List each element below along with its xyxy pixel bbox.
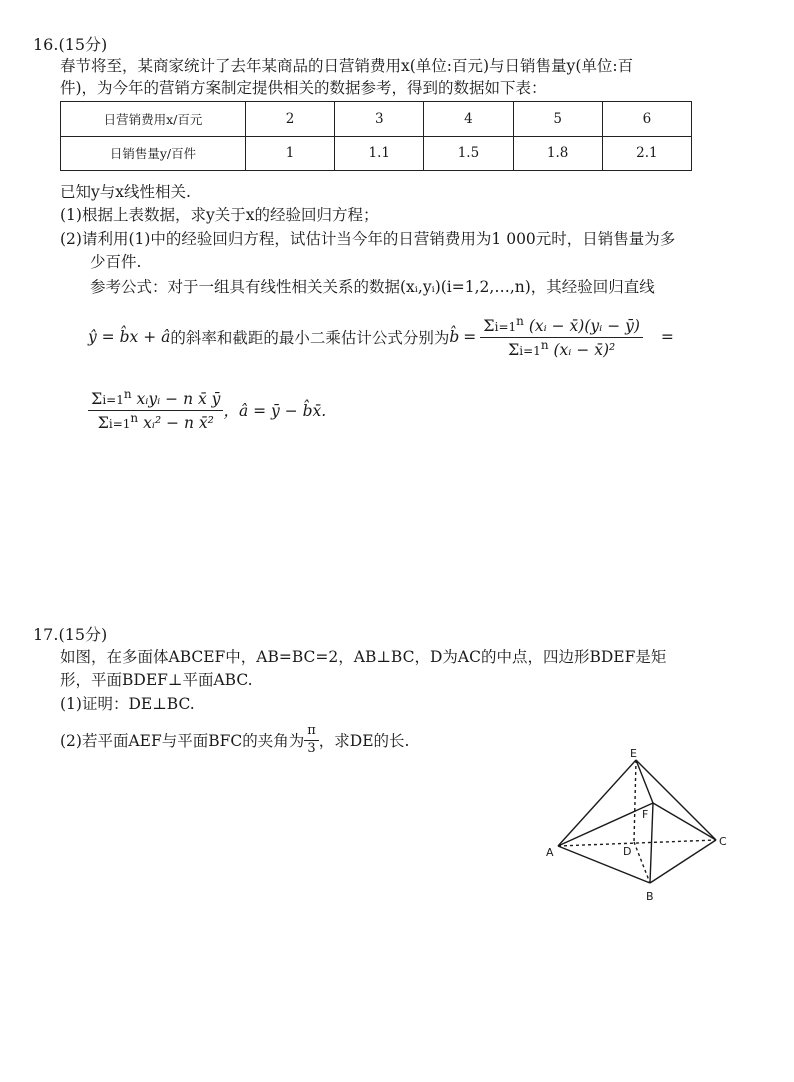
table-cell: 1.1 xyxy=(335,136,424,171)
vertex-C: C xyxy=(719,835,727,848)
equals-sign: = xyxy=(660,328,674,346)
b-hat: b̂ xyxy=(449,328,460,346)
frac2-denominator: xᵢ² − n x̄² xyxy=(143,413,214,432)
edge-ED-hidden xyxy=(634,760,636,842)
equals-sign: = xyxy=(463,328,477,346)
q16-known: 已知y与x线性相关. xyxy=(60,183,191,201)
table-cell: 4 xyxy=(424,102,513,137)
sigma-symbol: Σ xyxy=(91,389,103,409)
edge-AB xyxy=(558,846,650,883)
q17-part2-text-b: ，求DE的长. xyxy=(318,732,410,750)
table-cell: 1.5 xyxy=(424,136,513,171)
polyhedron-figure xyxy=(540,748,740,908)
regression-line-eq: ŷ = b̂x + â xyxy=(88,328,171,346)
q16-part2-line1: (2)请利用(1)中的经验回归方程，试估计当今年的日营销费用为1 000元时，日销售量为多 xyxy=(60,230,676,248)
edge-EC xyxy=(636,760,716,840)
q16-intro-line2: 件)，为今年的营销方案制定提供相关的数据参考，得到的数据如下表： xyxy=(60,79,547,97)
table-cell: 2 xyxy=(246,102,335,137)
q16-number: 16.(15分) xyxy=(33,35,108,54)
table-row xyxy=(61,136,692,171)
intercept-formula: ，â = ȳ − b̂x̄. xyxy=(223,402,327,420)
q16-formula-c xyxy=(88,375,326,445)
q16-data-table xyxy=(60,101,692,171)
table-cell: 5 xyxy=(513,102,602,137)
slope-fraction-2: $\frac{\Sigma i=1^n xᵢyᵢ - n x̄ ȳ}{\Sigma i=1^n xᵢ^2 - n x̄^2}$ xyxy=(88,387,223,433)
table-row2-label: 日销售量y/百件 xyxy=(61,136,246,171)
edge-EF xyxy=(636,760,653,803)
table-row1-label: 日营销费用x/百元 xyxy=(61,102,246,137)
vertex-B: B xyxy=(646,890,654,903)
vertex-E: E xyxy=(630,748,637,760)
vertex-A: A xyxy=(546,846,554,859)
q17-line1: 如图，在多面体ABCEF中，AB=BC=2，AB⊥BC，D为AC的中点，四边形BDEF是矩 xyxy=(60,648,667,666)
table-cell: 1 xyxy=(246,136,335,171)
angle-fraction: $\frac{\pi}{3}$ xyxy=(304,723,319,757)
vertex-F: F xyxy=(642,808,649,821)
frac1-numerator: (xᵢ − x̄)(yᵢ − ȳ) xyxy=(528,317,640,336)
q16-ref-line1: 参考公式：对于一组具有线性相关关系的数据(xᵢ,yᵢ)(i=1,2,…,n)，其经验回归直线 xyxy=(90,278,655,296)
frac1-denominator: (xᵢ − x̄)² xyxy=(553,340,616,359)
edge-AC-hidden xyxy=(558,840,716,846)
formula-text: 的斜率和截距的最小二乘估计公式分别为 xyxy=(170,329,450,347)
edge-EA xyxy=(558,760,636,846)
edge-BC xyxy=(650,840,716,883)
slope-fraction-1: $\frac{\Sigma i=1^n (xᵢ - x̄)(yᵢ - ȳ)}{\Sigma i=1^n (xᵢ - x̄)^2}$ xyxy=(480,314,643,360)
q16-formula-b xyxy=(88,302,674,372)
q17-number: 17.(15分) xyxy=(33,625,108,644)
q16-part1: (1)根据上表数据，求y关于x的经验回归方程； xyxy=(60,206,379,224)
q16-intro-line1: 春节将至，某商家统计了去年某商品的日营销费用x(单位:百元)与日销售量y(单位:百 xyxy=(60,57,634,75)
vertex-D: D xyxy=(623,845,632,858)
sigma-symbol: Σ xyxy=(97,412,109,432)
table-cell: 3 xyxy=(335,102,424,137)
table-cell: 6 xyxy=(602,102,691,137)
sigma-symbol: Σ xyxy=(507,339,520,359)
q17-line2: 形，平面BDEF⊥平面ABC. xyxy=(60,671,253,689)
edge-AF xyxy=(558,803,653,846)
table-cell: 1.8 xyxy=(513,136,602,171)
q17-part2-text-a: (2)若平面AEF与平面BFC的夹角为 xyxy=(60,732,305,750)
sigma-symbol: Σ xyxy=(483,316,495,336)
q17-part2 xyxy=(60,720,409,760)
table-row xyxy=(61,102,692,137)
frac2-numerator: xᵢyᵢ − n x̄ ȳ xyxy=(136,390,221,409)
q16-part2-line2: 少百件. xyxy=(90,253,142,271)
table-cell: 2.1 xyxy=(602,136,691,171)
q17-part1: (1)证明：DE⊥BC. xyxy=(60,695,195,713)
